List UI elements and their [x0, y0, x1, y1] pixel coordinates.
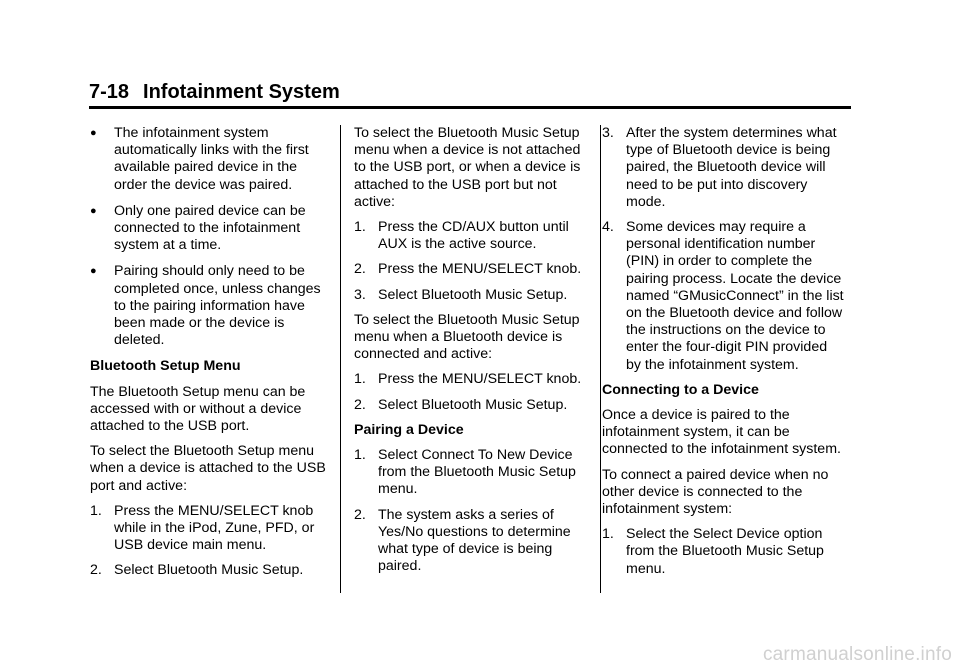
step-item: [354, 287, 596, 304]
step-text: Press the CD/AUX button until AUX is the active source.: [378, 219, 569, 253]
step-number: 4.: [602, 219, 614, 236]
step-text: Press the MENU/SELECT knob while in the iPod, Zune, PFD, or USB device main menu.: [114, 502, 315, 554]
paragraph: The Bluetooth Setup menu can be accessed with or without a device attached to the USB port.: [90, 383, 306, 435]
step-number: 1.: [354, 219, 366, 236]
section-heading: Pairing a Device: [354, 421, 464, 438]
header-rule: [89, 106, 851, 109]
paragraph: To connect a paired device when no other device is connected to the infotainment system:: [602, 466, 829, 518]
column-2: [354, 125, 596, 583]
column-3: [602, 125, 844, 586]
watermark: carmanualsonline.info: [762, 644, 952, 665]
step-item: [602, 125, 844, 211]
step-number: 1.: [354, 371, 366, 388]
bullet-item: [90, 203, 332, 255]
step-number: 3.: [602, 125, 614, 141]
step-text: Select Connect To New Device from the Bluetooth Music Setup menu.: [378, 447, 576, 498]
step-item: [354, 447, 596, 499]
step-number: 2.: [354, 261, 366, 278]
step-item: [354, 397, 596, 414]
step-number: 2.: [354, 396, 366, 413]
step-number: 1.: [602, 526, 614, 543]
paragraph: To select the Bluetooth Setup menu when a device is attached to the USB port and active:: [90, 443, 326, 494]
step-number: 1.: [90, 502, 102, 519]
step-text: Select Bluetooth Music Setup.: [114, 562, 304, 579]
paragraph: To select the Bluetooth Music Setup menu when a device is not attached to the USB port, or when a device is attached to the USB port but not active:: [354, 125, 581, 210]
step-text: The system asks a series of Yes/No questions to determine what type of device is being paired.: [378, 506, 571, 575]
column-divider-1: [340, 125, 341, 593]
step-number: 3.: [354, 286, 366, 303]
header-title: [89, 80, 851, 104]
step-text: Select Bluetooth Music Setup.: [378, 286, 568, 303]
bullet-item: [90, 263, 332, 349]
bullet-text: Only one paired device can be connected to the infotainment system at a time.: [114, 202, 306, 254]
step-text: Press the MENU/SELECT knob.: [378, 261, 582, 278]
bullet-icon: ●: [90, 127, 97, 139]
column-1: [90, 125, 332, 588]
paragraph: To select the Bluetooth Music Setup menu when a Bluetooth device is connected and active:: [354, 311, 580, 363]
step-item: [90, 503, 332, 555]
step-text: Select Bluetooth Music Setup.: [378, 396, 568, 413]
paragraph: Once a device is paired to the infotainment system, it can be connected to the infotainment system.: [602, 407, 841, 458]
section-title: Infotainment System: [143, 81, 340, 103]
column-divider-2: [600, 125, 601, 593]
step-text: Some devices may require a personal identification number (PIN) in order to complete the pairing process. Locate the device named “GMusicConnect” in the list on the Bluetooth device and follow the instructions on the device to enter the four-digit PIN provided by the infotainment system.: [626, 219, 844, 373]
page-header: [89, 80, 851, 109]
bullet-item: [90, 125, 332, 194]
step-number: 2.: [354, 506, 366, 523]
step-text: Select the Select Device option from the Bluetooth Music Setup menu.: [626, 526, 824, 577]
step-item: [354, 507, 596, 576]
step-number: 2.: [90, 562, 102, 579]
bullet-text: Pairing should only need to be completed once, unless changes to the pairing information have been made or the device is deleted.: [114, 263, 321, 349]
step-item: [602, 526, 844, 578]
step-text: After the system determines what type of Bluetooth device is being paired, the Bluetooth device will need to be put into discovery mode.: [626, 125, 837, 210]
step-item: [354, 261, 596, 278]
bullet-icon: ●: [90, 265, 97, 278]
step-text: Press the MENU/SELECT knob.: [378, 371, 582, 388]
bullet-icon: ●: [90, 204, 97, 217]
page-number: 7-18: [89, 81, 130, 103]
step-item: [354, 371, 596, 388]
bullet-text: The infotainment system automatically links with the first available paired device in the order the device was paired.: [114, 125, 309, 193]
step-item: [354, 219, 596, 253]
section-heading: Bluetooth Setup Menu: [90, 358, 241, 375]
step-item: [90, 562, 332, 579]
section-heading: Connecting to a Device: [602, 381, 759, 398]
step-number: 1.: [354, 447, 366, 464]
step-item: [602, 219, 844, 374]
